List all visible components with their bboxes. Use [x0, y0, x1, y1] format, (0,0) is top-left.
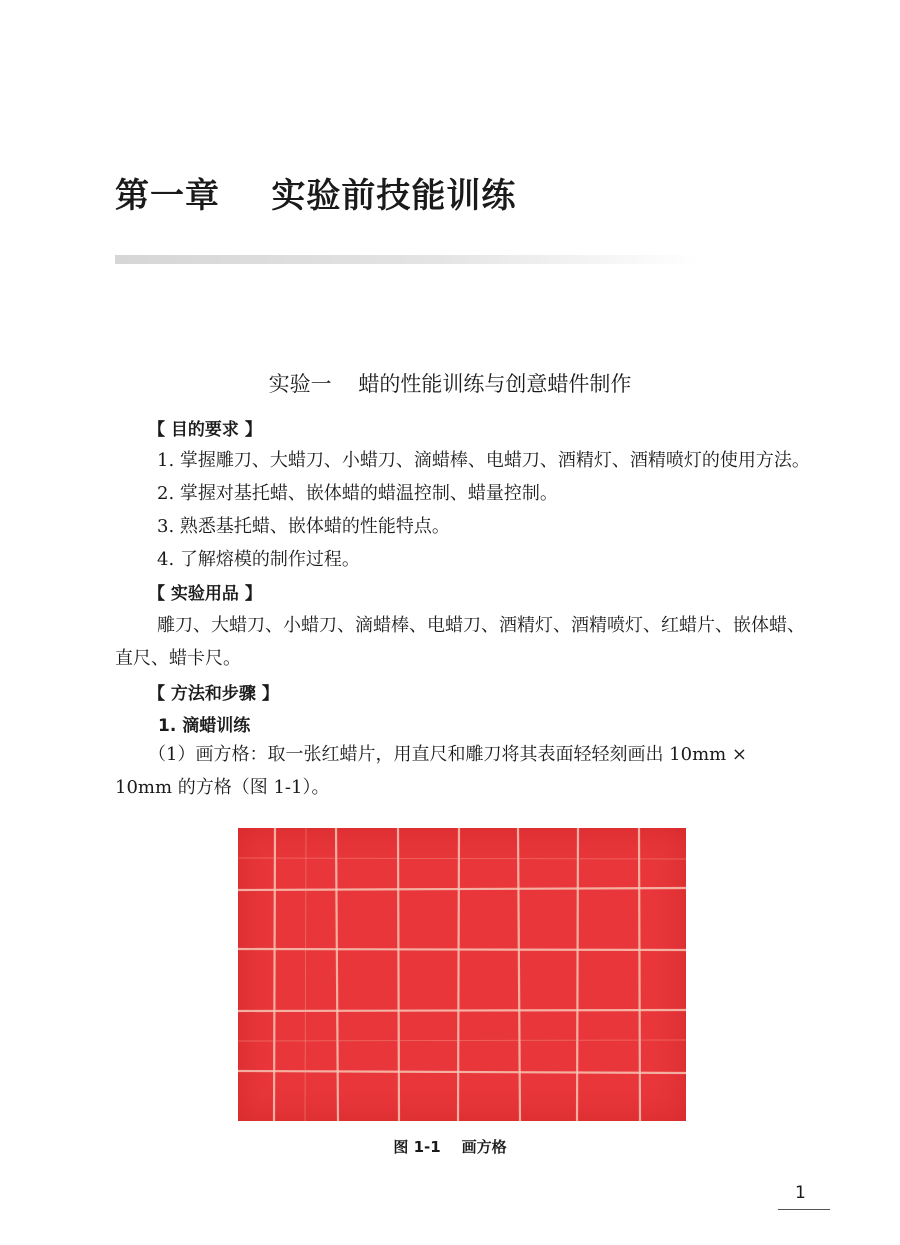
objective-item: 4. 了解熔模的制作过程。	[157, 549, 360, 570]
materials-line: 雕刀、大蜡刀、小蜡刀、滴蜡棒、电蜡刀、酒精灯、酒精喷灯、红蜡片、嵌体蜡、	[157, 615, 805, 636]
methods-heading: 【 方法和步骤 】	[148, 684, 279, 704]
materials-line: 直尺、蜡卡尺。	[115, 648, 241, 669]
methods-line: 10mm 的方格（图 1-1）。	[115, 777, 330, 798]
objective-item: 1. 掌握雕刀、大蜡刀、小蜡刀、滴蜡棒、电蜡刀、酒精灯、酒精喷灯的使用方法。	[157, 450, 810, 471]
chapter-divider	[115, 255, 700, 264]
chapter-title: 第一章 实验前技能训练	[115, 176, 517, 216]
objective-item: 2. 掌握对基托蜡、嵌体蜡的蜡温控制、蜡量控制。	[157, 483, 558, 504]
experiment-title: 实验一 蜡的性能训练与创意蜡件制作	[268, 372, 632, 396]
grid-wax-photo	[238, 828, 686, 1121]
grid-lines	[238, 828, 686, 1121]
page-number: 1	[795, 1183, 806, 1203]
page-number-rule	[778, 1209, 830, 1210]
methods-subheading: 1. 滴蜡训练	[158, 716, 251, 736]
objective-item: 3. 熟悉基托蜡、嵌体蜡的性能特点。	[157, 516, 450, 537]
materials-heading: 【 实验用品 】	[148, 584, 262, 604]
methods-line: （1）画方格：取一张红蜡片，用直尺和雕刀将其表面轻轻刻画出 10mm ×	[148, 744, 748, 765]
figure-caption: 图 1-1 画方格	[393, 1138, 507, 1156]
objectives-heading: 【 目的要求 】	[148, 420, 262, 440]
